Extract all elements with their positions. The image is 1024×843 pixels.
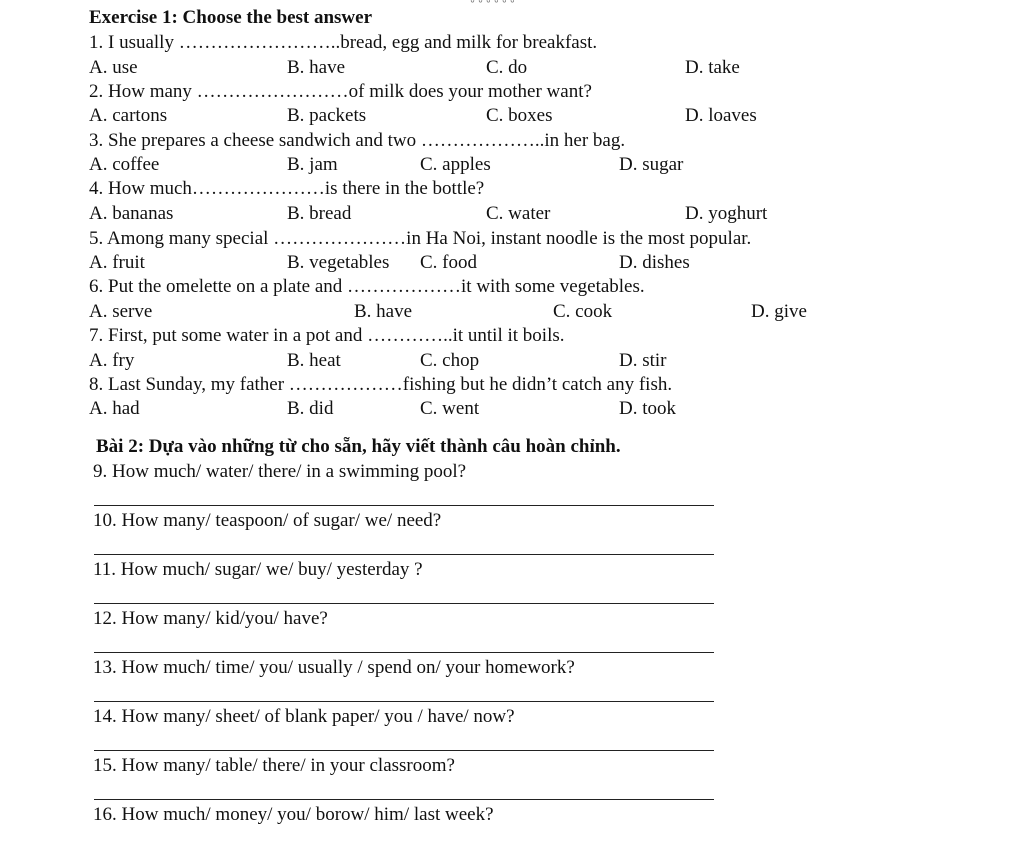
q7-option-d: D. stir <box>619 350 667 371</box>
prompt-10: 10. How many/ teaspoon/ of sugar/ we/ need? <box>93 510 442 531</box>
question-3: 3. She prepares a cheese sandwich and two ………………..in her bag. <box>89 130 626 151</box>
q8-option-a: A. had <box>89 398 140 419</box>
q5-option-d: D. dishes <box>619 252 690 273</box>
q8-option-b: B. did <box>287 398 334 419</box>
q2-option-d: D. loaves <box>685 105 757 126</box>
q7-option-c: C. chop <box>420 350 480 371</box>
question-7: 7. First, put some water in a pot and …………..it until it boils. <box>89 325 565 346</box>
q1-option-a: A. use <box>89 57 138 78</box>
q8-option-c: C. went <box>420 398 480 419</box>
q2-option-a: A. cartons <box>89 105 168 126</box>
answer-line-12 <box>94 652 714 653</box>
question-8: 8. Last Sunday, my father ………………fishing but he didn’t catch any fish. <box>89 374 673 395</box>
question-6: 6. Put the omelette on a plate and ………………it with some vegetables. <box>89 276 645 297</box>
answer-line-14 <box>94 750 714 751</box>
question-2: 2. How many ……………………of milk does your mother want? <box>89 81 592 102</box>
q1-option-c: C. do <box>486 57 528 78</box>
prompt-14: 14. How many/ sheet/ of blank paper/ you / have/ now? <box>93 706 515 727</box>
q3-option-c: C. apples <box>420 154 491 175</box>
q1-option-d: D. take <box>685 57 740 78</box>
cropped-header-fragment: ◦◦◦◦◦◦ <box>470 0 518 9</box>
answer-line-9 <box>94 505 714 506</box>
prompt-13: 13. How much/ time/ you/ usually / spend on/ your homework? <box>93 657 575 678</box>
question-4: 4. How much…………………is there in the bottle? <box>89 178 485 199</box>
q7-option-b: B. heat <box>287 350 341 371</box>
q7-option-a: A. fry <box>89 350 135 371</box>
q3-option-a: A. coffee <box>89 154 160 175</box>
exercise-2-title: Bài 2: Dựa vào những từ cho sẵn, hãy viết thành câu hoàn chỉnh. <box>96 436 621 457</box>
question-1: 1. I usually ……………………..bread, egg and milk for breakfast. <box>89 32 598 53</box>
question-5: 5. Among many special …………………in Ha Noi, instant noodle is the most popular. <box>89 228 752 249</box>
q4-option-d: D. yoghurt <box>685 203 768 224</box>
answer-line-10 <box>94 554 714 555</box>
answer-line-13 <box>94 701 714 702</box>
answer-line-15 <box>94 799 714 800</box>
q5-option-b: B. vegetables <box>287 252 390 273</box>
q2-option-c: C. boxes <box>486 105 553 126</box>
q6-option-d: D. give <box>751 301 807 322</box>
q3-option-d: D. sugar <box>619 154 684 175</box>
q8-option-d: D. took <box>619 398 676 419</box>
prompt-12: 12. How many/ kid/you/ have? <box>93 608 328 629</box>
q5-option-c: C. food <box>420 252 477 273</box>
q1-option-b: B. have <box>287 57 346 78</box>
prompt-15: 15. How many/ table/ there/ in your classroom? <box>93 755 455 776</box>
q4-option-a: A. bananas <box>89 203 174 224</box>
q4-option-c: C. water <box>486 203 551 224</box>
q5-option-a: A. fruit <box>89 252 145 273</box>
q4-option-b: B. bread <box>287 203 352 224</box>
prompt-16: 16. How much/ money/ you/ borow/ him/ last week? <box>93 804 494 825</box>
answer-line-11 <box>94 603 714 604</box>
q6-option-a: A. serve <box>89 301 153 322</box>
prompt-9: 9. How much/ water/ there/ in a swimming pool? <box>93 461 467 482</box>
q2-option-b: B. packets <box>287 105 367 126</box>
exercise-1-title: Exercise 1: Choose the best answer <box>89 7 373 28</box>
q6-option-b: B. have <box>354 301 413 322</box>
prompt-11: 11. How much/ sugar/ we/ buy/ yesterday ? <box>93 559 423 580</box>
q3-option-b: B. jam <box>287 154 338 175</box>
q6-option-c: C. cook <box>553 301 613 322</box>
